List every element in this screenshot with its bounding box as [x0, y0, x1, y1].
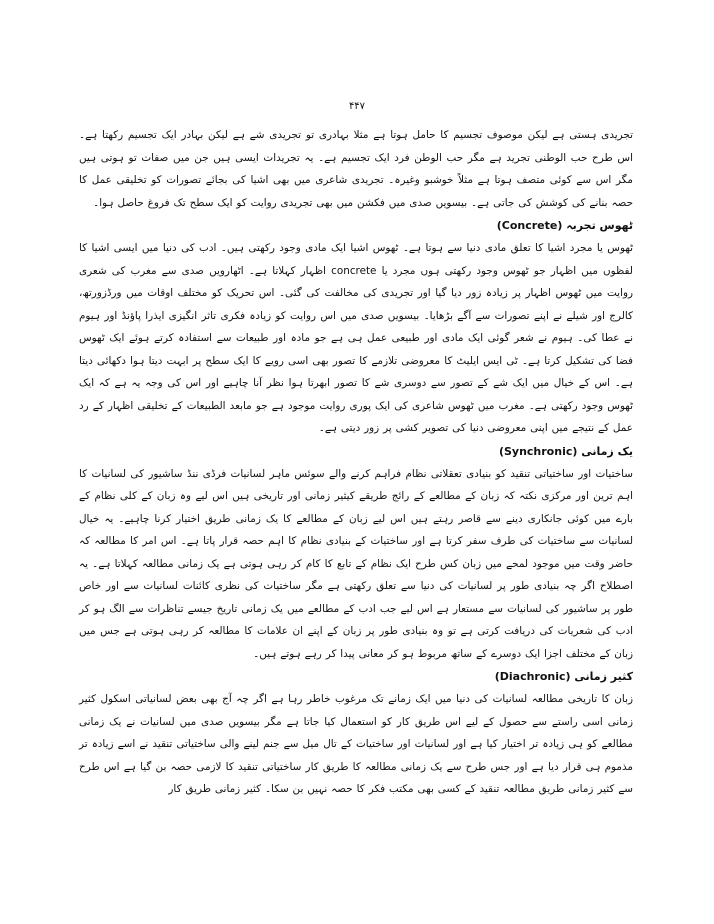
diachronic-heading: [79, 667, 633, 687]
diachronic-heading-urdu: کثیر زمانی: [574, 670, 633, 683]
synchronic-heading: [79, 442, 633, 462]
diachronic-paragraph: زبان کا تاریخی مطالعہ لسانیات کی دنیا میں ایک زمانے تک مرغوب خاطر رہا ہے اگر چہ آج بھی بعض لسانیاتی اسکول کثیر زمانی اسی راستے سے حصول کے لیے اس طریق کار کو استعمال کیا جاتا ہے مگر بیسویں صدی میں لسانیات نے یک زمانی مطالعے کو ہی زیادہ تر اختیار کیا ہے اور لسانیات اور ساختیات کے تال میل سے جنم لینے والی ساختیاتی تنقید نے اسے زیادہ تر مذموم ہی قرار دیا ہے اور جس طرح سے یک زمانی مطالعہ کا طریق کار ساختیاتی تنقید کا لازمی حصہ بن گیا ہے اس طرح سے کثیر زمانی طریق مطالعہ تنقید کے کسی بھی مکتب فکر کا حصہ نہیں بن سکا۔ کثیر زمانی طریق کار: [79, 693, 633, 795]
concrete-heading-latin: (Concrete): [496, 219, 563, 232]
page-content: [79, 124, 633, 801]
concrete-heading-urdu: ٹھوس تجربہ: [566, 219, 633, 232]
concrete-paragraph: ٹھوس یا مجرد اشیا کا تعلق مادی دنیا سے ہوتا ہے۔ ٹھوس اشیا ایک مادی وجود رکھتی ہیں۔ ادب کی دنیا میں ایسی اشیا کا لفظوں میں اظہار جو ٹھوس وجود رکھتی ہوں مجرد یا concrete اظہار کہلاتا ہے۔ اٹھارویں صدی سے مغرب کی شعری روایت میں ٹھوس اظہار پر زیادہ زور دیا گیا اور تجریدی کی مخالفت کی گئی۔ اس تحریک کو مختلف اوقات میں ورڈزورتھ، کالرج اور شیلے نے اپنے تصورات سے آگے بڑھایا۔ بیسویں صدی میں اس روایت کو زیادہ فکری تاثر انگیزی ایذرا پاؤنڈ اور ہیوم نے عطا کی۔ ہیوم نے شعر گوئی ایک مادی اور طبیعی عمل ہی ہے جو مادہ اور طبیعات سے استفادہ کرتے ہوئے ایک ٹھوس فضا کی تشکیل کرتا ہے۔ ٹی ایس ایلیٹ کا معروضی تلازمے کا تصور بھی اسی رویے کا ایک سطح پر ابہت دیتا ہوا دکھائی دیتا ہے۔ اس کے خیال میں ایک شے کے تصور سے دوسری شے کا تصور ابھرتا ہوا نظر آنا چاہیے اور اس کی وجہ یہ ہے کہ ایک ٹھوس وجود رکھتی ہے۔ مغرب میں ٹھوس شاعری کی ایک پوری روایت موجود ہے جو مابعد الطبیعات کے تخلیقی اظہار کے رد عمل کے نتیجے میں اپنی معروضی دنیا کی تصویر کشی پر زور دیتی ہے۔: [79, 242, 633, 434]
page-number: ۴۴۷: [348, 101, 366, 112]
synchronic-heading-latin: (Synchronic): [498, 444, 578, 458]
synchronic-heading-urdu: یک زمانی: [581, 444, 633, 458]
concrete-heading: [79, 216, 633, 236]
intro-paragraph: تجریدی ہستی ہے لیکن موصوف تجسیم کا حامل ہوتا ہے مثلا بہادری تو تجریدی شے ہے لیکن بہادر ایک تجسیم رکھتا ہے۔ اس طرح حب الوطنی تجرید ہے مگر حب الوطن فرد ایک تجسیم ہے۔ یہ تجریدات ایسی ہیں جن میں صفات تو ہوتی ہیں مگر اس سے کوئی متصف ہوتا ہے مثلاً خوشبو وغیرہ۔ تجریدی شاعری میں بھی اشیا کی بجائے تصورات کو تخلیقی عمل کا حصہ بنانے کی کوشش کی جاتی ہے۔ بیسویں صدی میں فکشن میں بھی تجریدی روایت کو ایک سطح تک فروغ حاصل ہوا۔: [79, 129, 633, 209]
diachronic-heading-latin: (Diachronic): [494, 670, 571, 683]
synchronic-paragraph: ساختیات اور ساختیاتی تنقید کو بنیادی تعقلاتی نظام فراہم کرنے والے سوئس ماہر لسانیات فرڈی ننڈ ساشیور کی لسانیات کا اہم ترین اور مرکزی نکتہ کہ زبان کے مطالعے کے رائج طریقے کیثیر زمانی اور تاریخی ہیں اس لیے وہ زبان کے کلی نظام کے بارے میں کوئی جانکاری دینے سے قاصر رہتے ہیں اس لیے زبان کے مطالعے کا یک زمانی طریق اختیار کرنا چاہیے۔ یہ خیال لسانیات سے ساختیات کی طرف سفر کرتا ہے اور ساختیات کے بنیادی نظام کا اہم حصہ قرار پاتا ہے۔ اس امر کا مطالعہ کہ حاضر وقت میں موجود لمحے میں زبان کس طرح ایک نظام کے تابع کا کام کر رہی ہوتی ہے یک زمانی مطالعہ کہلاتا ہے۔ یہ اصطلاح اگر چہ بنیادی طور پر لسانیات کی دنیا سے تعلق رکھتی ہے مگر ساختیات کی نظری کائنات لسانیات سے اور خاص طور پر ساشیور کی لسانیات سے مستعار ہے اس لیے جب ادب کے مطالعے میں یک زمانی تاریخ جیسے تناظرات سے الگ ہو کر ادب کی شعریات کی دریافت کرتی ہے تو وہ بنیادی طور پر زبان کے اپنے ان علامات کا مطالعہ کر رہی ہوتی ہے جس میں زبان کے مختلف اجزا ایک دوسرے کے ساتھ مربوط ہو کر معانی پیدا کر رہے ہوتے ہیں۔: [79, 467, 633, 660]
